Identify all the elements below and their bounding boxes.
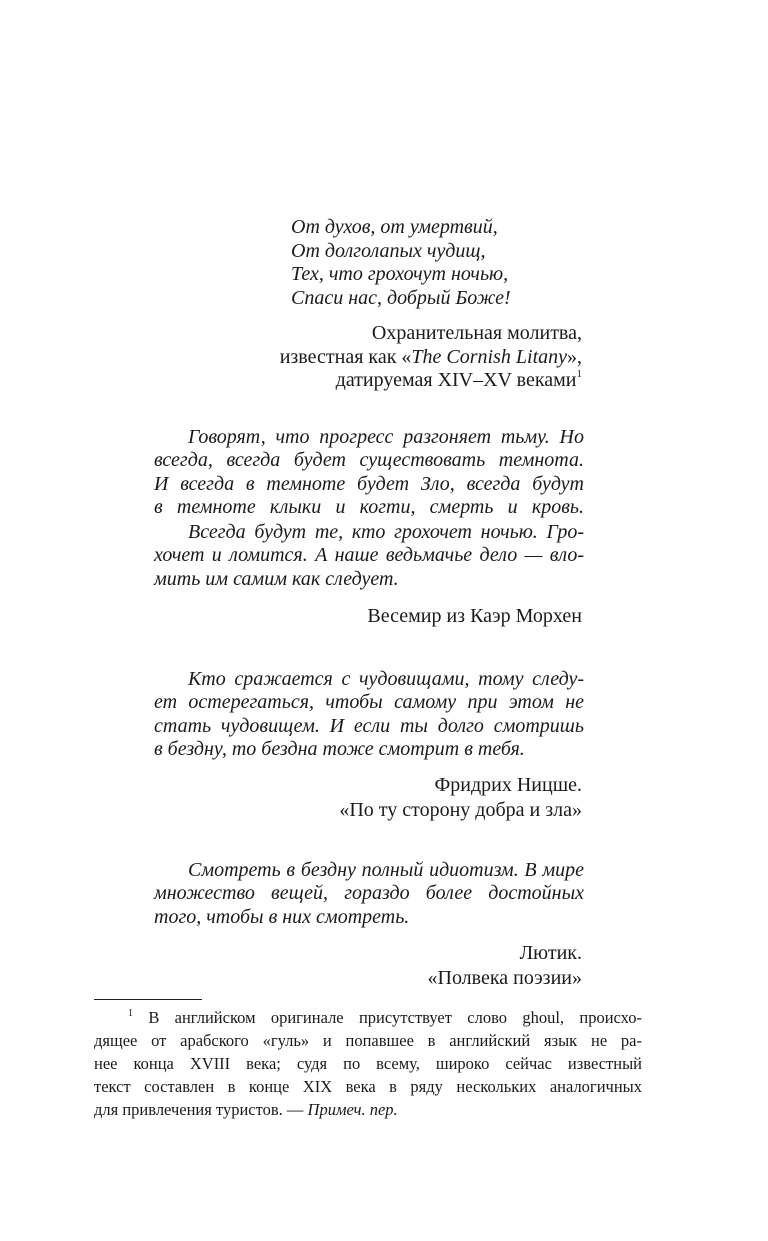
quote-line: Кто сражается с чудовищами, тому следу- bbox=[188, 668, 584, 690]
attribution-author: Фридрих Ницше. bbox=[434, 774, 582, 796]
poem-line: От духов, от умертвий, bbox=[291, 216, 498, 238]
quote-line: мить им самим как следует. bbox=[154, 567, 399, 590]
quote-line: ет остерегаться, чтобы самому при этом не bbox=[154, 691, 584, 714]
epigraph-dandelion-attribution bbox=[428, 941, 583, 991]
quote-line: в темноте клыки и когти, смерть и кровь. bbox=[154, 495, 584, 518]
epigraph-nietzsche-attribution bbox=[339, 773, 582, 823]
quote-line: Говорят, что прогресс разгоняет тьму. Но bbox=[188, 426, 584, 448]
footnote-line: нее конца XVIII века; судя по всему, широко сейчас известный bbox=[94, 1054, 642, 1073]
footnote bbox=[94, 1006, 642, 1121]
attribution-author: Лютик. bbox=[519, 942, 582, 964]
quote-line: хочет и ломится. А наше ведьмачье дело — вло- bbox=[154, 544, 584, 567]
quote-line: множество вещей, гораздо более достойных bbox=[154, 882, 584, 905]
footnote-line bbox=[94, 1006, 642, 1029]
epigraph-poem-attribution bbox=[280, 322, 582, 393]
footnote-line bbox=[94, 1098, 642, 1121]
footnote-text: В английском оригинале присутствует слово ghoul, происхо- bbox=[148, 1008, 642, 1027]
quote-line: в бездну, то бездна тоже смотрит в тебя. bbox=[154, 737, 525, 760]
epigraph-dandelion bbox=[154, 859, 584, 929]
quote-line: Смотреть в бездну полный идиотизм. В мире bbox=[188, 859, 584, 881]
footnote-text: для привлечения туристов. — bbox=[94, 1100, 308, 1119]
poem-line: Тех, что грохочут ночью, bbox=[291, 263, 509, 285]
footnote-divider bbox=[94, 999, 202, 1000]
epigraph-vesemir-author: Весемир из Каэр Морхен bbox=[367, 605, 582, 627]
epigraph-poem bbox=[291, 216, 511, 310]
attribution-line: Охранительная молитва, bbox=[371, 322, 582, 344]
quote-line: всегда, всегда будет существовать темнота. bbox=[154, 449, 584, 472]
footnote-reference: 1 bbox=[576, 368, 582, 380]
litany-title: The Cornish Litany bbox=[411, 345, 567, 368]
footnote-line: дящее от арабского «гуль» и попавшее в английский язык не ра- bbox=[94, 1031, 642, 1050]
epigraph-nietzsche bbox=[154, 668, 584, 761]
poem-line: Спаси нас, добрый Боже! bbox=[291, 286, 511, 309]
attribution-source: «По ту сторону добра и зла» bbox=[339, 799, 582, 821]
footnote-line: текст составлен в конце XIX века в ряду нескольких аналогичных bbox=[94, 1077, 642, 1096]
translator-note-label: Примеч. пер. bbox=[307, 1100, 398, 1119]
attribution-line bbox=[280, 346, 582, 370]
attribution-text: известная как « bbox=[279, 345, 412, 368]
attribution-line bbox=[280, 369, 582, 393]
attribution-source: «Полвека поэзии» bbox=[427, 967, 582, 989]
quote-line: Всегда будут те, кто грохочет ночью. Гро- bbox=[188, 521, 584, 544]
quote-line: И всегда в темноте будет Зло, всегда будут bbox=[154, 472, 584, 495]
quote-line: того, чтобы в них смотреть. bbox=[154, 905, 410, 928]
attribution-text: датируемая XIV–XV веками bbox=[335, 369, 577, 391]
quote-line: стать чудовищем. И если ты долго смотришь bbox=[154, 714, 584, 737]
epigraph-vesemir bbox=[154, 426, 584, 591]
poem-line: От долголапых чудищ, bbox=[291, 239, 486, 262]
footnote-mark: 1 bbox=[128, 1008, 133, 1019]
attribution-text: », bbox=[567, 345, 582, 368]
